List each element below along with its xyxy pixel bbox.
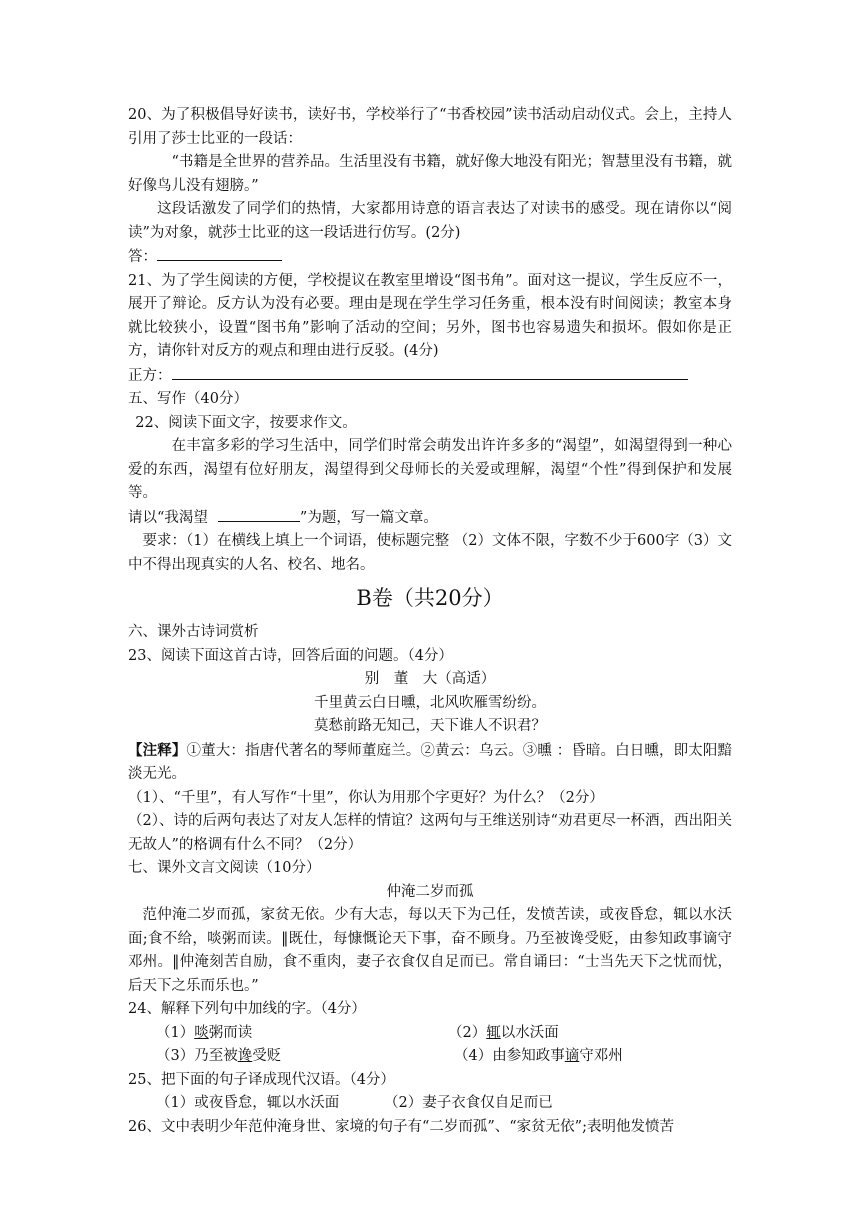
section6-heading: 六、课外古诗词赏析 bbox=[128, 624, 259, 640]
exam-page bbox=[128, 104, 732, 1139]
q24-item-3: （3）乃至被谗受贬 bbox=[156, 1048, 282, 1064]
passage7-text: 范仲淹二岁而孤，家贫无依。少有大志，每以天下为己任，发愤苦读，或夜昏怠，辄以水沃面;食不给，啖粥而读。‖既仕，每慷慨论天下事，奋不顾身。乃至被谗受贬，由参知政事谪守邓州。‖仲淹刻苦自励，食不重肉，妻子衣食仅自足而已。常自诵曰：“士当先天下之忧而忧，后天下之乐而乐也。” bbox=[128, 907, 732, 994]
q22-prompt-before: 请以“我渴望 bbox=[128, 509, 208, 526]
q21-answer-blank[interactable] bbox=[172, 364, 688, 380]
q24-item-4: （4）由参知政事谪守邓州 bbox=[454, 1048, 623, 1064]
q20-answer-blank[interactable] bbox=[157, 245, 282, 261]
poem-line-1: 千里黄云白日曛，北风吹雁雪纷纷。 bbox=[314, 694, 546, 711]
notes-text: ①董大：指唐代著名的琴师董庭兰。②黄云：乌云。③曛 ：昏暗。白日曛，即太阳黯淡无光。 bbox=[128, 742, 733, 782]
q22-prompt-after: ”为题，写一篇文章。 bbox=[299, 509, 438, 526]
q21-answer-label: 正方： bbox=[128, 367, 172, 384]
q23-notes bbox=[128, 739, 732, 787]
q20-task: 这段话激发了同学们的热情，大家都用诗意的语言表达了对读书的感受。现在请你以“阅读”为对象，就莎士比亚的这一段话进行仿写。(2分) bbox=[128, 201, 732, 241]
q26-text: 26、文中表明少年范仲淹身世、家境的句子有“二岁而孤”、“家贫无依”;表明他发愤苦 bbox=[128, 1118, 674, 1135]
q22-passage: 在丰富多彩的学习生活中，同学们时常会萌发出许许多多的“渴望”，如渴望得到一种心爱的东西，渴望有位好朋友，渴望得到父母师长的关爱或理解，渴望“个性”得到保护和发展等。 bbox=[128, 438, 732, 501]
q24-item-1: （1）啖粥而读 bbox=[156, 1024, 253, 1041]
q24-row-1 bbox=[128, 1022, 732, 1046]
q25-row bbox=[128, 1092, 732, 1116]
part-b-title: B卷（共20分） bbox=[356, 586, 504, 610]
q22-requirements: 要求：（1）在横线上填上一个词语，使标题完整 （2）文体不限，字数不少于600字（3）文中不得出现真实的人名、校名、地名。 bbox=[128, 533, 732, 573]
q23-intro: 23、阅读下面这首古诗，回答后面的问题。（4分） bbox=[128, 647, 453, 664]
q23-sub2: （2）、诗的后两句表达了对友人怎样的情谊？这两句与王维送别诗“劝君更尽一杯酒，西出阳关无故人”的格调有什么不同？（2分） bbox=[128, 813, 732, 853]
q21-answer-line bbox=[128, 364, 732, 389]
q25-sentence-2: （2）妻子衣食仅自足而已 bbox=[384, 1095, 553, 1111]
notes-label: 【注释】 bbox=[128, 741, 187, 759]
q24-intro: 24、解释下列句中加线的字。（4分） bbox=[128, 1001, 366, 1017]
q20-answer-label: 答： bbox=[128, 249, 157, 265]
q20-quote: “书籍是全世界的营养品。生活里没有书籍，就好像大地没有阳光；智慧里没有书籍，就好像鸟儿没有翅膀。” bbox=[128, 154, 732, 194]
q25-sentence-1: （1）或夜昏怠，辄以水沃面 bbox=[156, 1095, 340, 1111]
q22-intro: 22、阅读下面文字，按要求作文。 bbox=[135, 414, 357, 431]
q24-item-2: （2）辄以水沃面 bbox=[448, 1024, 559, 1041]
passage7-title: 仲淹二岁而孤 bbox=[386, 883, 474, 900]
poem-line-2: 莫愁前路无知己，天下谁人不识君？ bbox=[314, 718, 546, 734]
q22-title-blank[interactable] bbox=[218, 506, 300, 522]
q21-text: 21、为了学生阅读的方便，学校提议在教室里增设“图书角”。面对这一提议，学生反应不一，展开了辩论。反方认为没有必要。理由是现在学生学习任务重，根本没有时间阅读；教室本身就比较狭小，设置“图书角”影响了活动的空间；另外，图书也容易遗失和损坏。假如你是正方，请你针对反方的观点和理由进行反驳。(4分) bbox=[128, 272, 732, 359]
section5-heading: 五、写作（40分） bbox=[128, 391, 248, 407]
section7-heading: 七、课外文言文阅读（10分） bbox=[128, 860, 321, 876]
q20-answer-line bbox=[128, 245, 732, 270]
q23-sub1: （1）、“千里”，有人写作“十里”，你认为用那个字更好？为什么？（2分） bbox=[128, 789, 604, 806]
q25-intro: 25、把下面的句子译成现代汉语。（4分） bbox=[128, 1071, 395, 1088]
poem-title: 别 董 大（高适） bbox=[364, 671, 496, 687]
q22-prompt bbox=[128, 506, 732, 531]
q20-intro: 20、为了积极倡导好读书，读好书，学校举行了“书香校园”读书活动启动仪式。会上，主持人引用了莎士比亚的一段话： bbox=[128, 107, 732, 147]
q24-row-2 bbox=[128, 1045, 732, 1069]
